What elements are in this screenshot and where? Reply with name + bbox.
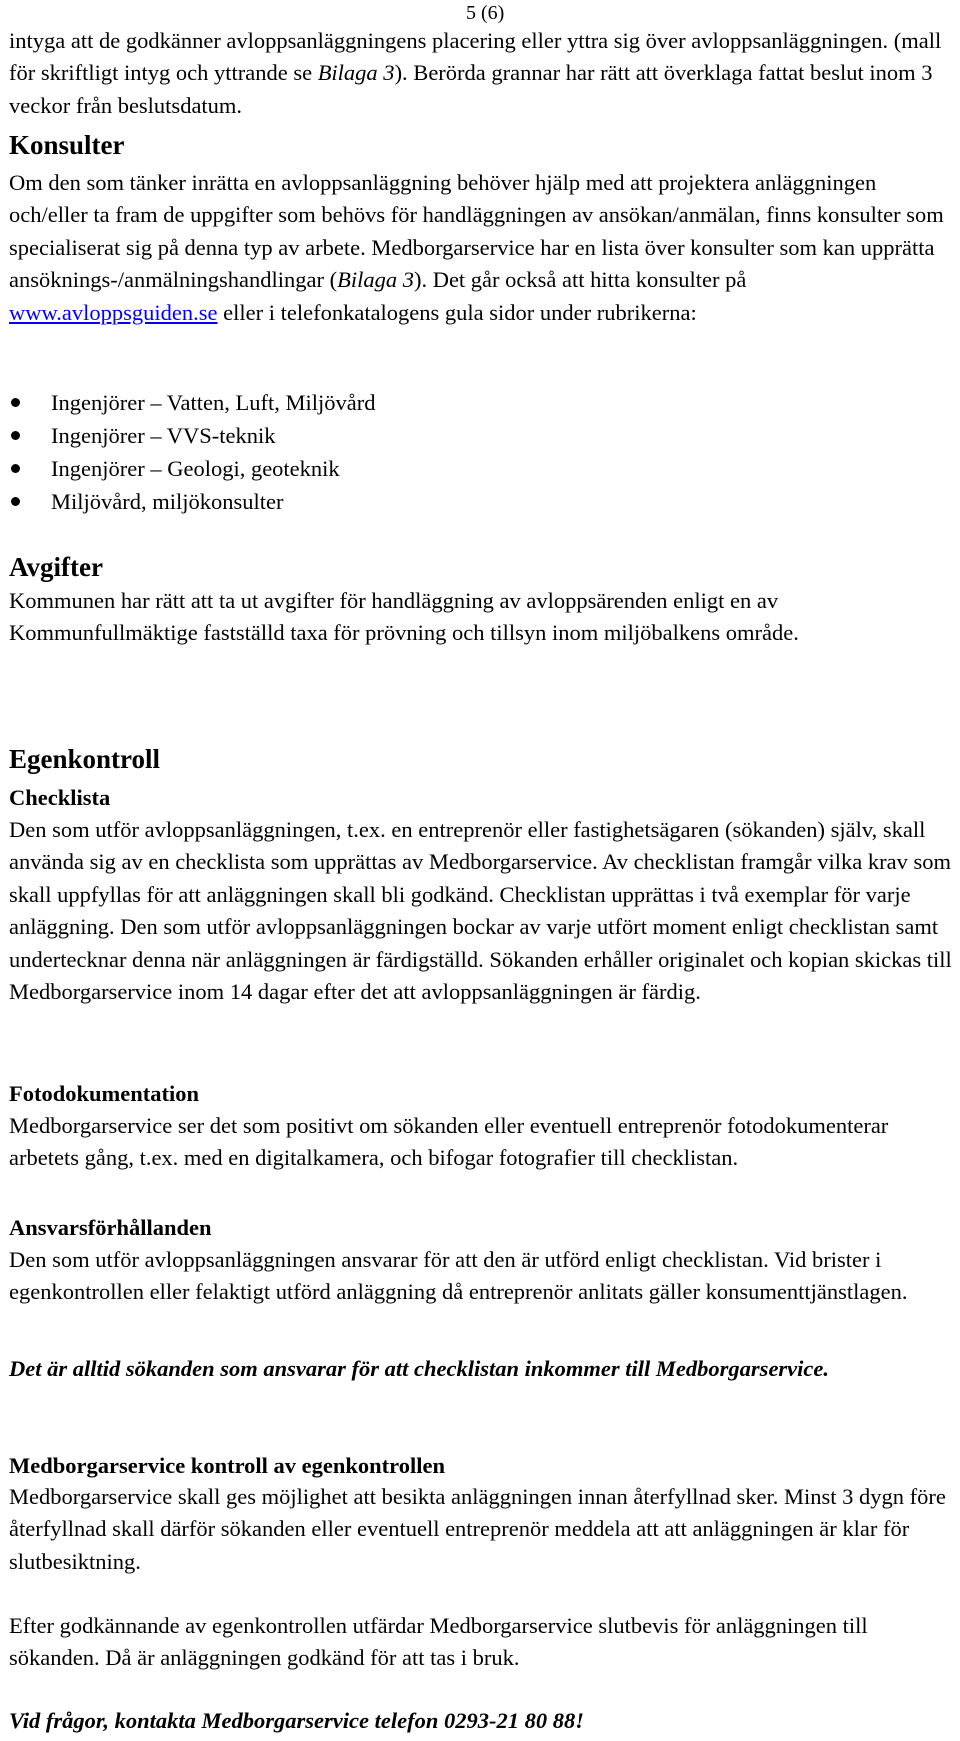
konsulter-heading: Konsulter — [9, 130, 125, 160]
egenkontroll-heading: Egenkontroll — [9, 744, 161, 774]
bullet-icon — [11, 398, 20, 407]
checklista-paragraph: Den som utför avloppsanläggningen, t.ex. en entreprenör eller fastighetsägaren (sökanden) själv, skall använda sig av en checklista som upprättas av Medborgarservice. Av checklistan framgår vilka krav som skall uppfyllas för att anläggningen skall bli godkänd. Checklistan upprättas i två exemplar för varje anläggning. Den som utför avloppsanläggningen bockar av varje utfört moment enligt checklistan samt undertecknar denna när anläggningen är färdigställd. Sökanden erhåller originalet och kopian skickas till Medborgarservice inom 14 dagar efter det att avloppsanläggningen är färdig. — [9, 817, 952, 1005]
intro-text-2: ). Berörda grannar har rätt att överklaga fattat beslut inom 3 veckor från beslutsdatum. — [9, 60, 933, 118]
bullet-icon — [11, 497, 20, 506]
ansvarsforhallanden-heading: Ansvarsförhållanden — [9, 1215, 212, 1240]
list-item: Ingenjörer – VVS-teknik — [9, 419, 955, 452]
konsulter-paragraph — [9, 167, 955, 329]
contact-note: Vid frågor, kontakta Medborgarservice telefon 0293-21 80 88! — [9, 1708, 584, 1733]
list-item: Miljövård, miljökonsulter — [9, 485, 955, 518]
kontroll-heading: Medborgarservice kontroll av egenkontrollen — [9, 1453, 445, 1478]
avgifter-heading: Avgifter — [9, 552, 103, 582]
list-item: Ingenjörer – Vatten, Luft, Miljövård — [9, 386, 955, 419]
sokanden-ansvar-note: Det är alltid sökanden som ansvarar för att checklistan inkommer till Medborgarservice. — [9, 1356, 830, 1381]
intro-text-1: intyga att de godkänner avloppsanläggningens placering eller yttra sig över avloppsanläggningen. (mall för skriftligt intyg och yttrande se — [9, 28, 942, 86]
konsulter-text-3: eller i telefonkatalogens gula sidor under rubrikerna: — [217, 299, 697, 325]
avgifter-paragraph: Kommunen har rätt att ta ut avgifter för handläggning av avloppsärenden enligt en av Kommunfullmäktige fastställd taxa för prövning och tillsyn inom miljöbalkens område. — [9, 588, 799, 646]
fotodokumentation-heading: Fotodokumentation — [9, 1081, 200, 1106]
intro-paragraph — [9, 25, 955, 122]
checklista-heading: Checklista — [9, 785, 111, 810]
konsulter-bullet-list — [9, 386, 955, 518]
konsulter-text-1: Om den som tänker inrätta en avloppsanläggning behöver hjälp med att projektera anläggningen och/eller ta fram de uppgifter som behövs för handläggningen av ansökan/anmälan, finns konsulter som specialiserat sig på denna typ av arbete. Medborgarservice har en lista över konsulter som kan upprätta ansöknings-/anmälningshandlingar ( — [9, 170, 944, 293]
fotodokumentation-paragraph: Medborgarservice ser det som positivt om sökanden eller eventuell entreprenör fotodokumenterar arbetets gång, t.ex. med en digitalkamera, och bifogar fotografier till checklistan. — [9, 1113, 889, 1171]
ansvarsforhallanden-paragraph: Den som utför avloppsanläggningen ansvarar för att den är utförd enligt checklistan. Vid brister i egenkontrollen eller felaktigt utförd anläggning då entreprenör anlitats gäller konsumenttjänstlagen. — [9, 1247, 908, 1305]
intro-bilaga-ref: Bilaga 3 — [317, 60, 395, 86]
kontroll-paragraph: Medborgarservice skall ges möjlighet att besikta anläggningen innan återfyllnad sker. Minst 3 dygn före återfyllnad skall därför sökanden eller eventuell entreprenör meddela att att anläggningen är klar för slutbesiktning. — [9, 1484, 946, 1574]
page-number: 5 (6) — [466, 2, 505, 24]
konsulter-text-2: ). Det går också att hitta konsulter på — [413, 267, 747, 293]
bullet-icon — [11, 464, 20, 473]
konsulter-bilaga-ref: Bilaga 3 — [337, 267, 414, 293]
bullet-icon — [11, 431, 20, 440]
list-item: Ingenjörer – Geologi, geoteknik — [9, 452, 955, 485]
slutbevis-paragraph: Efter godkännande av egenkontrollen utfärdar Medborgarservice slutbevis för anläggningen till sökanden. Då är anläggningen godkänd för att tas i bruk. — [9, 1613, 868, 1671]
avloppsguiden-link[interactable]: www.avloppsguiden.se — [9, 299, 218, 325]
